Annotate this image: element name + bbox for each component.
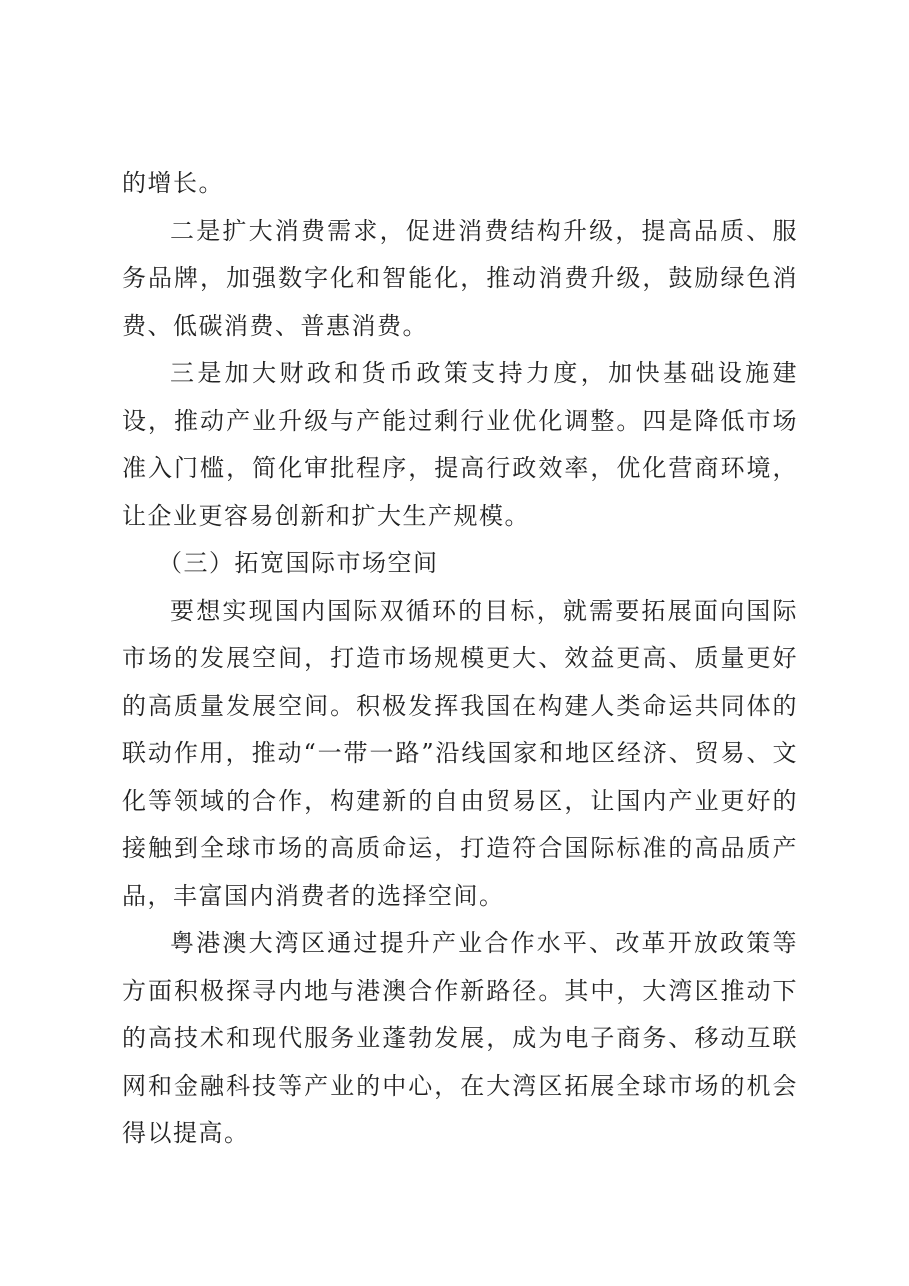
paragraph-international-market: 要想实现国内国际双循环的目标，就需要拓展面向国际市场的发展空间，打造市场规模更大、效益更高、质量更好的高质量发展空间。积极发挥我国在构建人类命运共同体的联动作用，推动“一带一路”沿线国家和地区经济、贸易、文化等领域的合作，构建新的自由贸易区，让国内产业更好的接触到全球市场的高质命运，打造符合国际标准的高品质产品，丰富国内消费者的选择空间。 — [122, 596, 798, 910]
paragraph-fiscal-policy: 三是加大财政和货币政策支持力度，加快基础设施建设，推动产业升级与产能过剩行业优化调整。四是降低市场准入门槛，简化审批程序，提高行政效率，优化营商环境，让企业更容易创新和扩大生产规模。 — [122, 359, 798, 530]
paragraph-greater-bay-area: 粤港澳大湾区通过提升产业合作水平、改革开放政策等方面积极探寻内地与港澳合作新路径。其中，大湾区推动下的高技术和现代服务业蓬勃发展，成为电子商务、移动互联网和金融科技等产业的中心，在大湾区拓展全球市场的机会得以提高。 — [122, 929, 798, 1147]
paragraph-consumption: 二是扩大消费需求，促进消费结构升级，提高品质、服务品牌，加强数字化和智能化，推动消费升级，鼓励绿色消费、低碳消费、普惠消费。 — [122, 216, 798, 340]
paragraph-continuation: 的增长。 — [122, 169, 224, 197]
section-heading: （三）拓宽国际市场空间 — [158, 549, 439, 577]
document-body — [122, 160, 798, 1158]
